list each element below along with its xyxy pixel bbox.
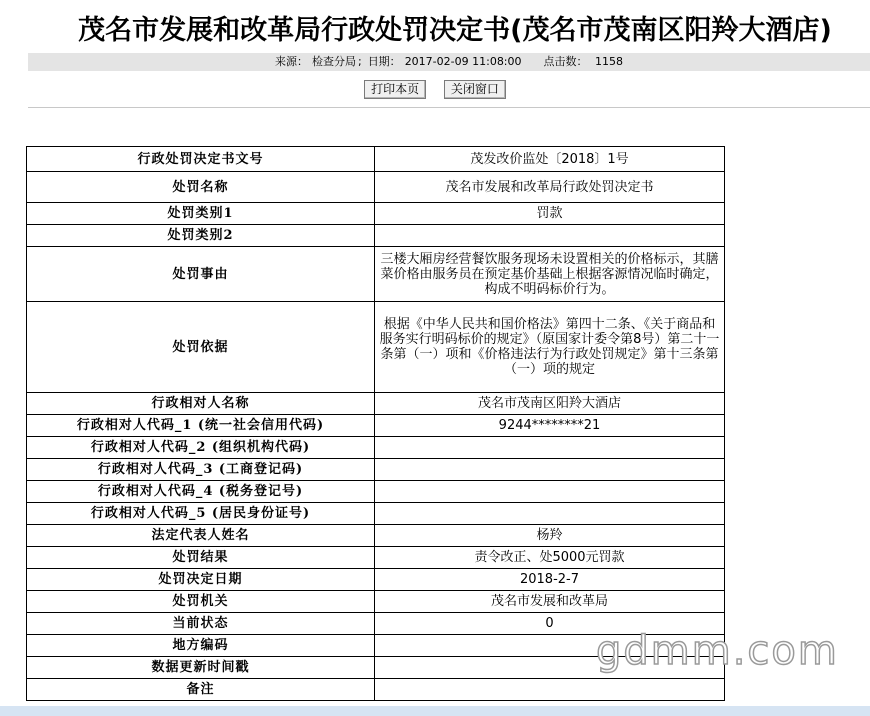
table-row: [27, 591, 725, 613]
divider: [28, 107, 870, 108]
table-row: [27, 415, 725, 437]
row-value: 责令改正、处5000元罚款: [375, 547, 725, 569]
row-value: [375, 225, 725, 247]
row-value: 杨羚: [375, 525, 725, 547]
row-value: 茂发改价监处〔2018〕1号: [375, 147, 725, 172]
row-key: 处罚依据: [27, 302, 375, 393]
table-row: [27, 503, 725, 525]
table-row: [27, 569, 725, 591]
row-key: 行政相对人代码_2 (组织机构代码): [27, 437, 375, 459]
row-key: 处罚事由: [27, 247, 375, 302]
row-key: 处罚类别1: [27, 203, 375, 225]
date-value: 2017-02-09 11:08:00: [404, 55, 522, 68]
row-key: 当前状态: [27, 613, 375, 635]
table-row: [27, 481, 725, 503]
row-key: 法定代表人姓名: [27, 525, 375, 547]
close-window-button[interactable]: 关闭窗口: [444, 80, 506, 99]
row-value: 根据《中华人民共和国价格法》第四十二条、《关于商品和服务实行明码标价的规定》（原国家计委令第8号）第二十一条第（一）项和《价格违法行为行政处罚规定》第十三条第（一）项的规定: [375, 302, 725, 393]
table-row: [27, 147, 725, 172]
row-key: 行政相对人代码_3 (工商登记码): [27, 459, 375, 481]
date-label: 日期：: [367, 55, 401, 68]
source-value: 检查分局: [311, 55, 356, 68]
source-label: 来源：: [274, 55, 308, 68]
page-title: 茂名市发展和改革局行政处罚决定书(茂名市茂南区阳羚大酒店): [78, 15, 832, 46]
bottom-bar: [0, 706, 870, 716]
table-row: [27, 525, 725, 547]
row-value: 茂名市发展和改革局: [375, 591, 725, 613]
row-key: 地方编码: [27, 635, 375, 657]
table-row: [27, 459, 725, 481]
table-row: [27, 203, 725, 225]
table-row: [27, 247, 725, 302]
row-key: 行政相对人代码_4 (税务登记号): [27, 481, 375, 503]
table-row: [27, 225, 725, 247]
row-value: 茂名市茂南区阳羚大酒店: [375, 393, 725, 415]
print-button[interactable]: 打印本页: [364, 80, 426, 99]
source-text: 来源： 检查分局 ;: [274, 55, 362, 68]
row-key: 处罚名称: [27, 172, 375, 203]
row-value: 茂名市发展和改革局行政处罚决定书: [375, 172, 725, 203]
row-value: [375, 481, 725, 503]
row-key: 备注: [27, 679, 375, 701]
action-buttons: [0, 80, 870, 99]
row-value: 三楼大厢房经营餐饮服务现场未设置相关的价格标示，其膳菜价格由服务员在预定基价基础上根据客源情况临时确定，构成不明码标价行为。: [375, 247, 725, 302]
row-value: 罚款: [375, 203, 725, 225]
row-key: 行政相对人代码_5 (居民身份证号): [27, 503, 375, 525]
table-row: [27, 172, 725, 203]
table-row: [27, 302, 725, 393]
penalty-info-table: [26, 146, 725, 701]
row-key: 行政相对人代码_1 (统一社会信用代码): [27, 415, 375, 437]
date-text: [366, 55, 524, 68]
row-key: 处罚决定日期: [27, 569, 375, 591]
clicks-text: [542, 55, 626, 68]
row-value: [375, 503, 725, 525]
row-key: 行政处罚决定书文号: [27, 147, 375, 172]
table-row: [27, 393, 725, 415]
row-value: 9244********21: [375, 415, 725, 437]
row-value: [375, 679, 725, 701]
table-row: [27, 437, 725, 459]
clicks-label: 点击数：: [543, 55, 588, 68]
clicks-value: 1158: [595, 55, 624, 68]
row-value: 0: [375, 613, 725, 635]
meta-bar: [28, 53, 870, 71]
row-key: 数据更新时间戳: [27, 657, 375, 679]
row-value: 2018-2-7: [375, 569, 725, 591]
table-row: [27, 547, 725, 569]
site-watermark: gdmm.com: [596, 628, 839, 674]
row-value: [375, 437, 725, 459]
row-key: 行政相对人名称: [27, 393, 375, 415]
row-key: 处罚机关: [27, 591, 375, 613]
row-value: [375, 459, 725, 481]
row-key: 处罚结果: [27, 547, 375, 569]
row-key: 处罚类别2: [27, 225, 375, 247]
table-row: [27, 679, 725, 701]
